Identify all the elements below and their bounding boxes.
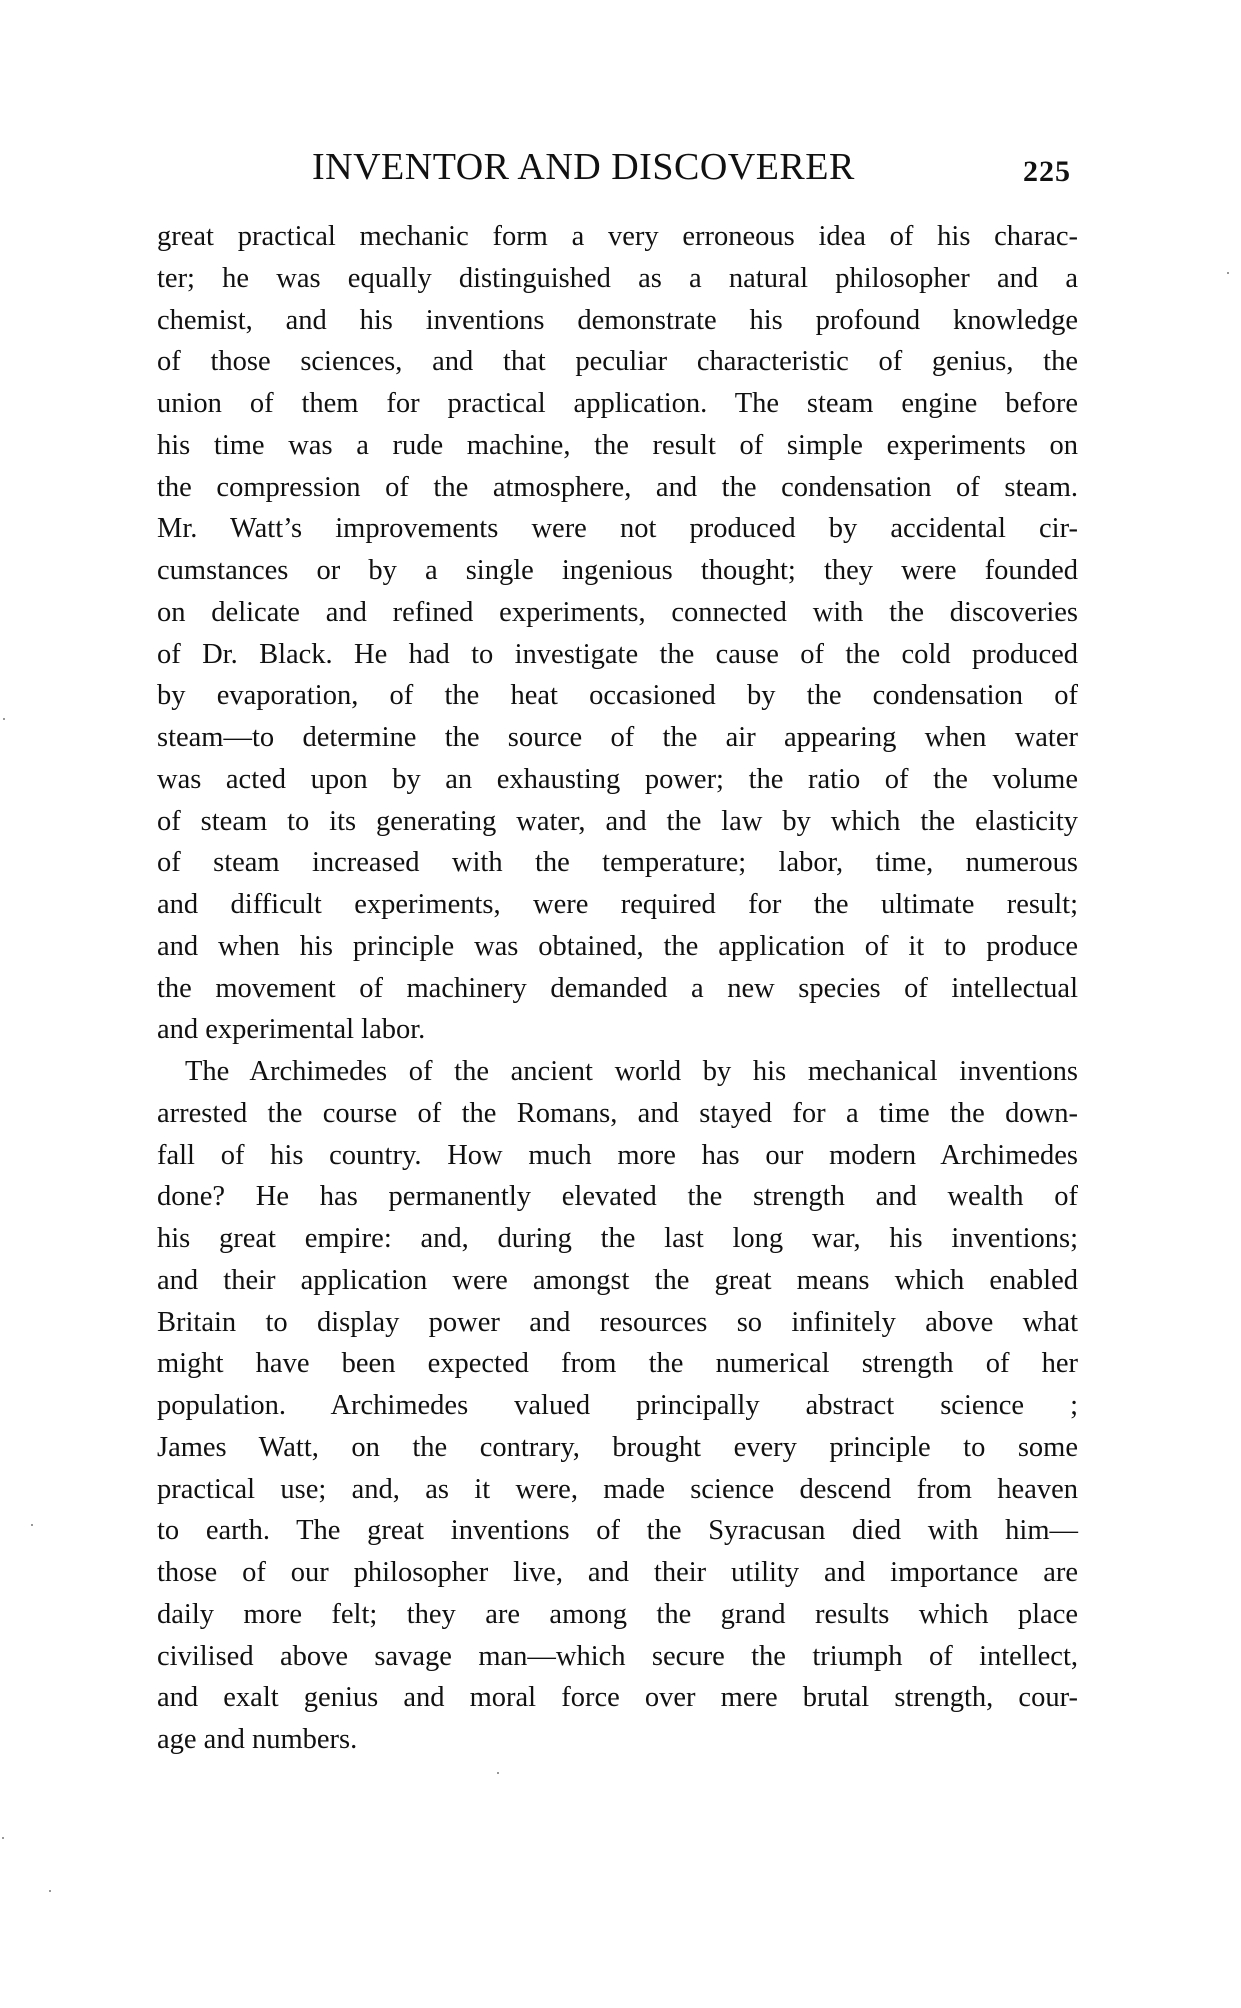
text-line: his great empire: and, during the last long war, his inventions;: [157, 1223, 1078, 1254]
text-line: and exalt genius and moral force over mere brutal strength, cour-: [157, 1682, 1078, 1714]
text-line: the compression of the atmosphere, and the condensation of steam.: [157, 471, 1078, 503]
text-line: great practical mechanic form a very erroneous idea of his charac-: [157, 221, 1078, 252]
text-line: of steam to its generating water, and the law by which the elasticity: [157, 805, 1078, 837]
text-line: of those sciences, and that peculiar characteristic of genius, the: [157, 346, 1078, 378]
scan-speck: [1227, 272, 1229, 274]
scan-speck: [3, 718, 5, 720]
text-line: steam—to determine the source of the air appearing when water: [157, 722, 1078, 753]
text-line: his time was a rude machine, the result of simple experiments on: [157, 429, 1078, 461]
body-text: [157, 216, 1078, 1761]
text-line: on delicate and refined experiments, connected with the discoveries: [157, 596, 1078, 628]
text-line: the movement of machinery demanded a new species of intellectual: [157, 972, 1078, 1004]
text-line: daily more felt; they are among the grand results which place: [157, 1598, 1078, 1630]
scan-speck: [49, 1890, 51, 1892]
text-line: and difficult experiments, were required for the ultimate result;: [157, 889, 1078, 920]
text-line: Britain to display power and resources so infinitely above what: [157, 1306, 1078, 1338]
text-line: and their application were amongst the great means which enabled: [157, 1264, 1078, 1296]
text-line: union of them for practical application. The steam engine before: [157, 388, 1078, 419]
scan-speck: [497, 1772, 499, 1774]
page-number: 225: [1023, 155, 1071, 188]
text-line: arrested the course of the Romans, and stayed for a time the down-: [157, 1097, 1078, 1129]
text-line: was acted upon by an exhausting power; the ratio of the volume: [157, 763, 1078, 795]
text-line: fall of his country. How much more has our modern Archimedes: [157, 1139, 1078, 1171]
text-line: cumstances or by a single ingenious thought; they were founded: [157, 555, 1078, 586]
text-line: and experimental labor.: [157, 1014, 426, 1046]
scan-speck: [2, 1837, 4, 1839]
text-line: James Watt, on the contrary, brought every principle to some: [157, 1431, 1078, 1463]
text-line: population. Archimedes valued principally abstract science ;: [157, 1390, 1078, 1421]
text-line: done? He has permanently elevated the strength and wealth of: [157, 1181, 1078, 1213]
text-line: age and numbers.: [157, 1724, 358, 1755]
paragraph: [157, 216, 1078, 1051]
text-line: of steam increased with the temperature; labor, time, numerous: [157, 847, 1078, 879]
text-line: and when his principle was obtained, the application of it to produce: [157, 930, 1078, 962]
text-line: of Dr. Black. He had to investigate the cause of the cold produced: [157, 638, 1078, 670]
text-line: civilised above savage man—which secure the triumph of intellect,: [157, 1640, 1078, 1672]
running-title: INVENTOR AND DISCOVERER: [312, 146, 855, 188]
text-line: chemist, and his inventions demonstrate his profound knowledge: [157, 304, 1078, 336]
text-line: practical use; and, as it were, made science descend from heaven: [157, 1473, 1078, 1505]
paragraph-container: [157, 216, 1078, 1761]
paragraph: [157, 1051, 1078, 1761]
text-line: ter; he was equally distinguished as a natural philosopher and a: [157, 262, 1078, 294]
text-line: Mr. Watt’s improvements were not produced by accidental cir-: [157, 513, 1078, 545]
scan-speck: [31, 1524, 33, 1526]
text-line: to earth. The great inventions of the Syracusan died with him—: [157, 1515, 1078, 1547]
text-line: might have been expected from the numerical strength of her: [157, 1348, 1078, 1380]
text-line: by evaporation, of the heat occasioned by the condensation of: [157, 680, 1078, 712]
text-line: those of our philosopher live, and their utility and importance are: [157, 1557, 1078, 1588]
text-line: The Archimedes of the ancient world by his mechanical inventions: [185, 1056, 1078, 1087]
